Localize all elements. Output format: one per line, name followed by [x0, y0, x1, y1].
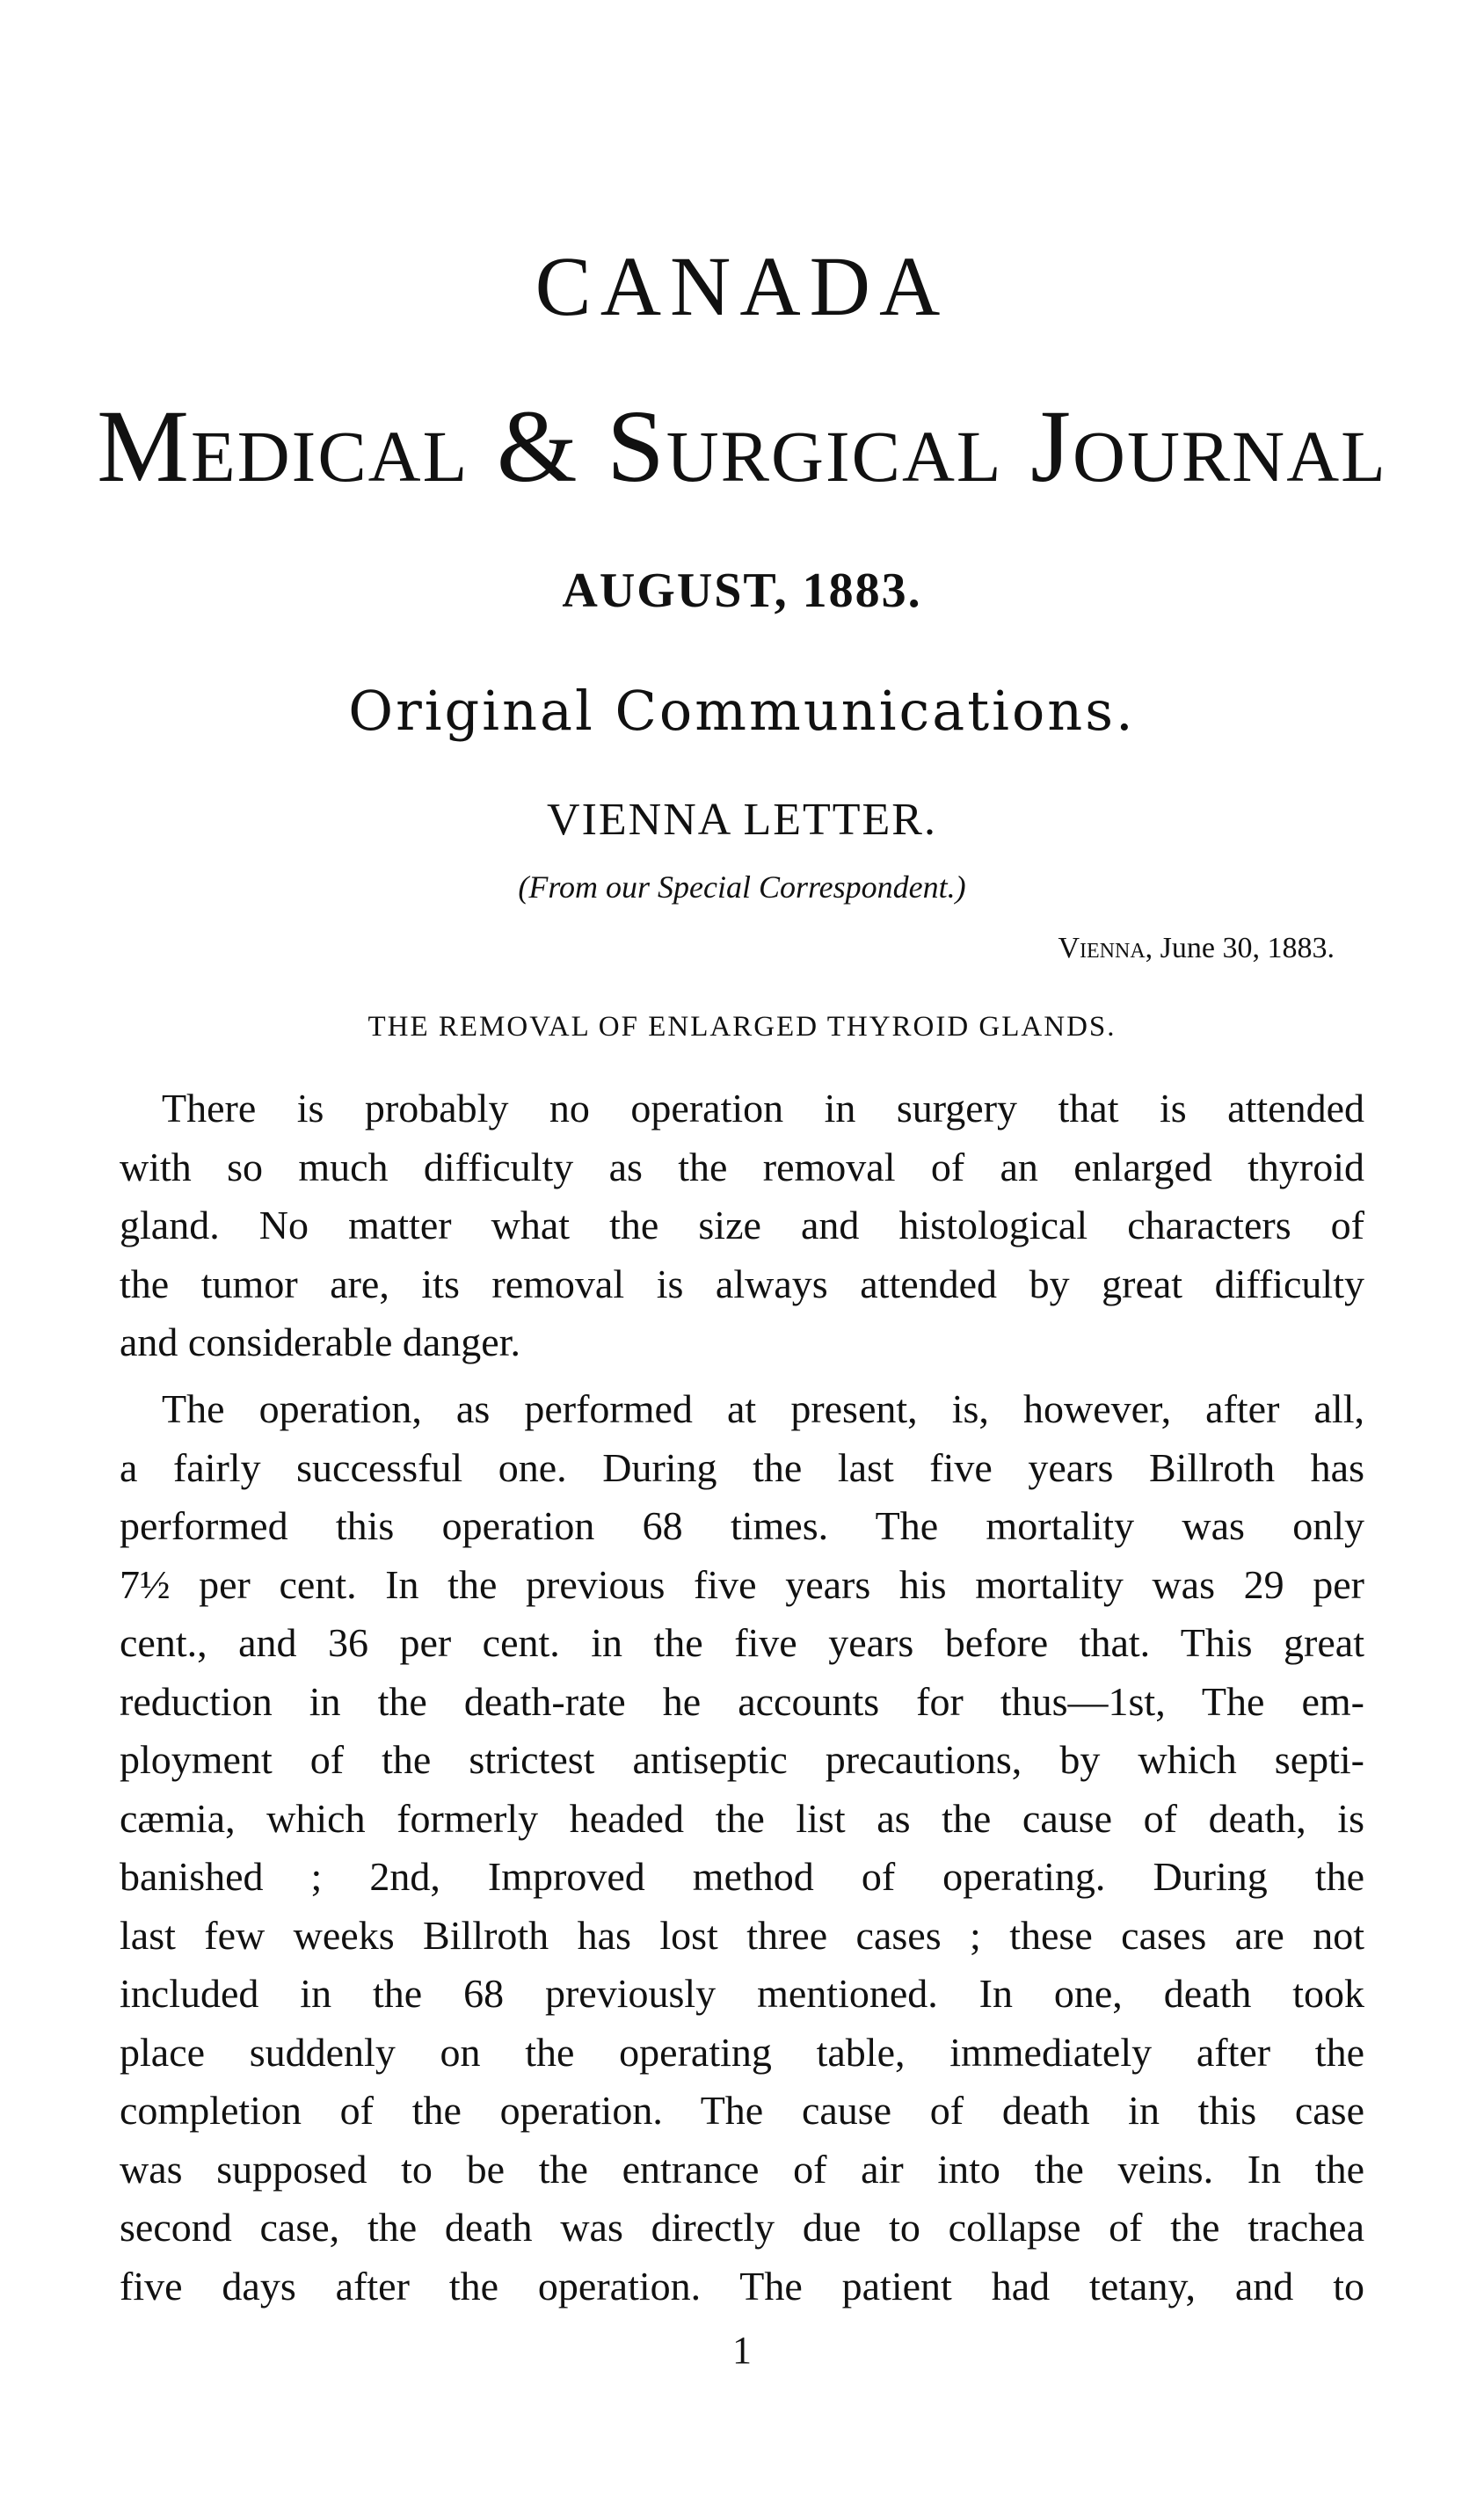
paragraph-line: the tumor are, its removal is always attended by great difficulty	[120, 1261, 1364, 1306]
paragraph-1	[120, 1080, 1364, 1372]
paragraph-line: There is probably no operation in surgery that is attended	[162, 1086, 1364, 1131]
dateline-place: Vienna,	[1058, 932, 1153, 964]
paragraph-line: and considerable danger.	[120, 1320, 520, 1364]
paragraph-line: 7½ per cent. In the previous five years his mortality was 29 per	[120, 1561, 1364, 1607]
dateline-date: June 30, 1883.	[1160, 932, 1335, 964]
section-heading: Original Communications.	[348, 679, 1136, 743]
article-subheading: THE REMOVAL OF ENLARGED THYROID GLANDS.	[367, 1011, 1117, 1043]
paragraph-line: banished ; 2nd, Improved method of operating. During the	[120, 1854, 1364, 1899]
correspondent-note: (From our Special Correspondent.)	[518, 869, 966, 905]
paragraph-line: a fairly successful one. During the last five years Billroth has	[120, 1444, 1364, 1490]
paragraph-line: ployment of the strictest antiseptic precautions, by which septi-	[120, 1737, 1364, 1782]
paragraph-line: performed this operation 68 times. The mortality was only	[120, 1503, 1364, 1548]
paragraph-line: cæmia, which formerly headed the list as the cause of death, is	[120, 1795, 1364, 1841]
paragraph-line: five days after the operation. The patient had tetany, and to	[120, 2263, 1364, 2309]
issue-date: AUGUST, 1883.	[562, 564, 922, 618]
paragraph-line: second case, the death was directly due to collapse of the trachea	[120, 2205, 1364, 2250]
paragraph-line: with so much difficulty as the removal of an enlarged thyroid	[120, 1144, 1364, 1189]
dateline	[1058, 932, 1335, 965]
paragraph-line: last few weeks Billroth has lost three cases ; these cases are not	[120, 1912, 1364, 1958]
paragraph-line: gland. No matter what the size and histological characters of	[120, 1203, 1364, 1247]
paragraph-line: place suddenly on the operating table, immediately after the	[120, 2029, 1364, 2075]
paragraph-line: The operation, as performed at present, is, however, after all,	[162, 1386, 1364, 1431]
paragraph-line: included in the 68 previously mentioned. In one, death took	[120, 1971, 1364, 2016]
paragraph-2	[120, 1380, 1364, 2316]
journal-title: Medical & Surgical Journal	[97, 389, 1387, 504]
paragraph-line: completion of the operation. The cause of death in this case	[120, 2088, 1364, 2133]
article-title: VIENNA LETTER.	[547, 795, 937, 845]
paragraph-line: was supposed to be the entrance of air into the veins. In the	[120, 2146, 1364, 2192]
page-number: 1	[732, 2329, 752, 2372]
paragraph-line: reduction in the death-rate he accounts for thus—1st, The em-	[120, 1678, 1364, 1724]
journal-name: CANADA	[535, 239, 949, 333]
paragraph-line: cent., and 36 per cent. in the five years before that. This great	[120, 1620, 1364, 1665]
